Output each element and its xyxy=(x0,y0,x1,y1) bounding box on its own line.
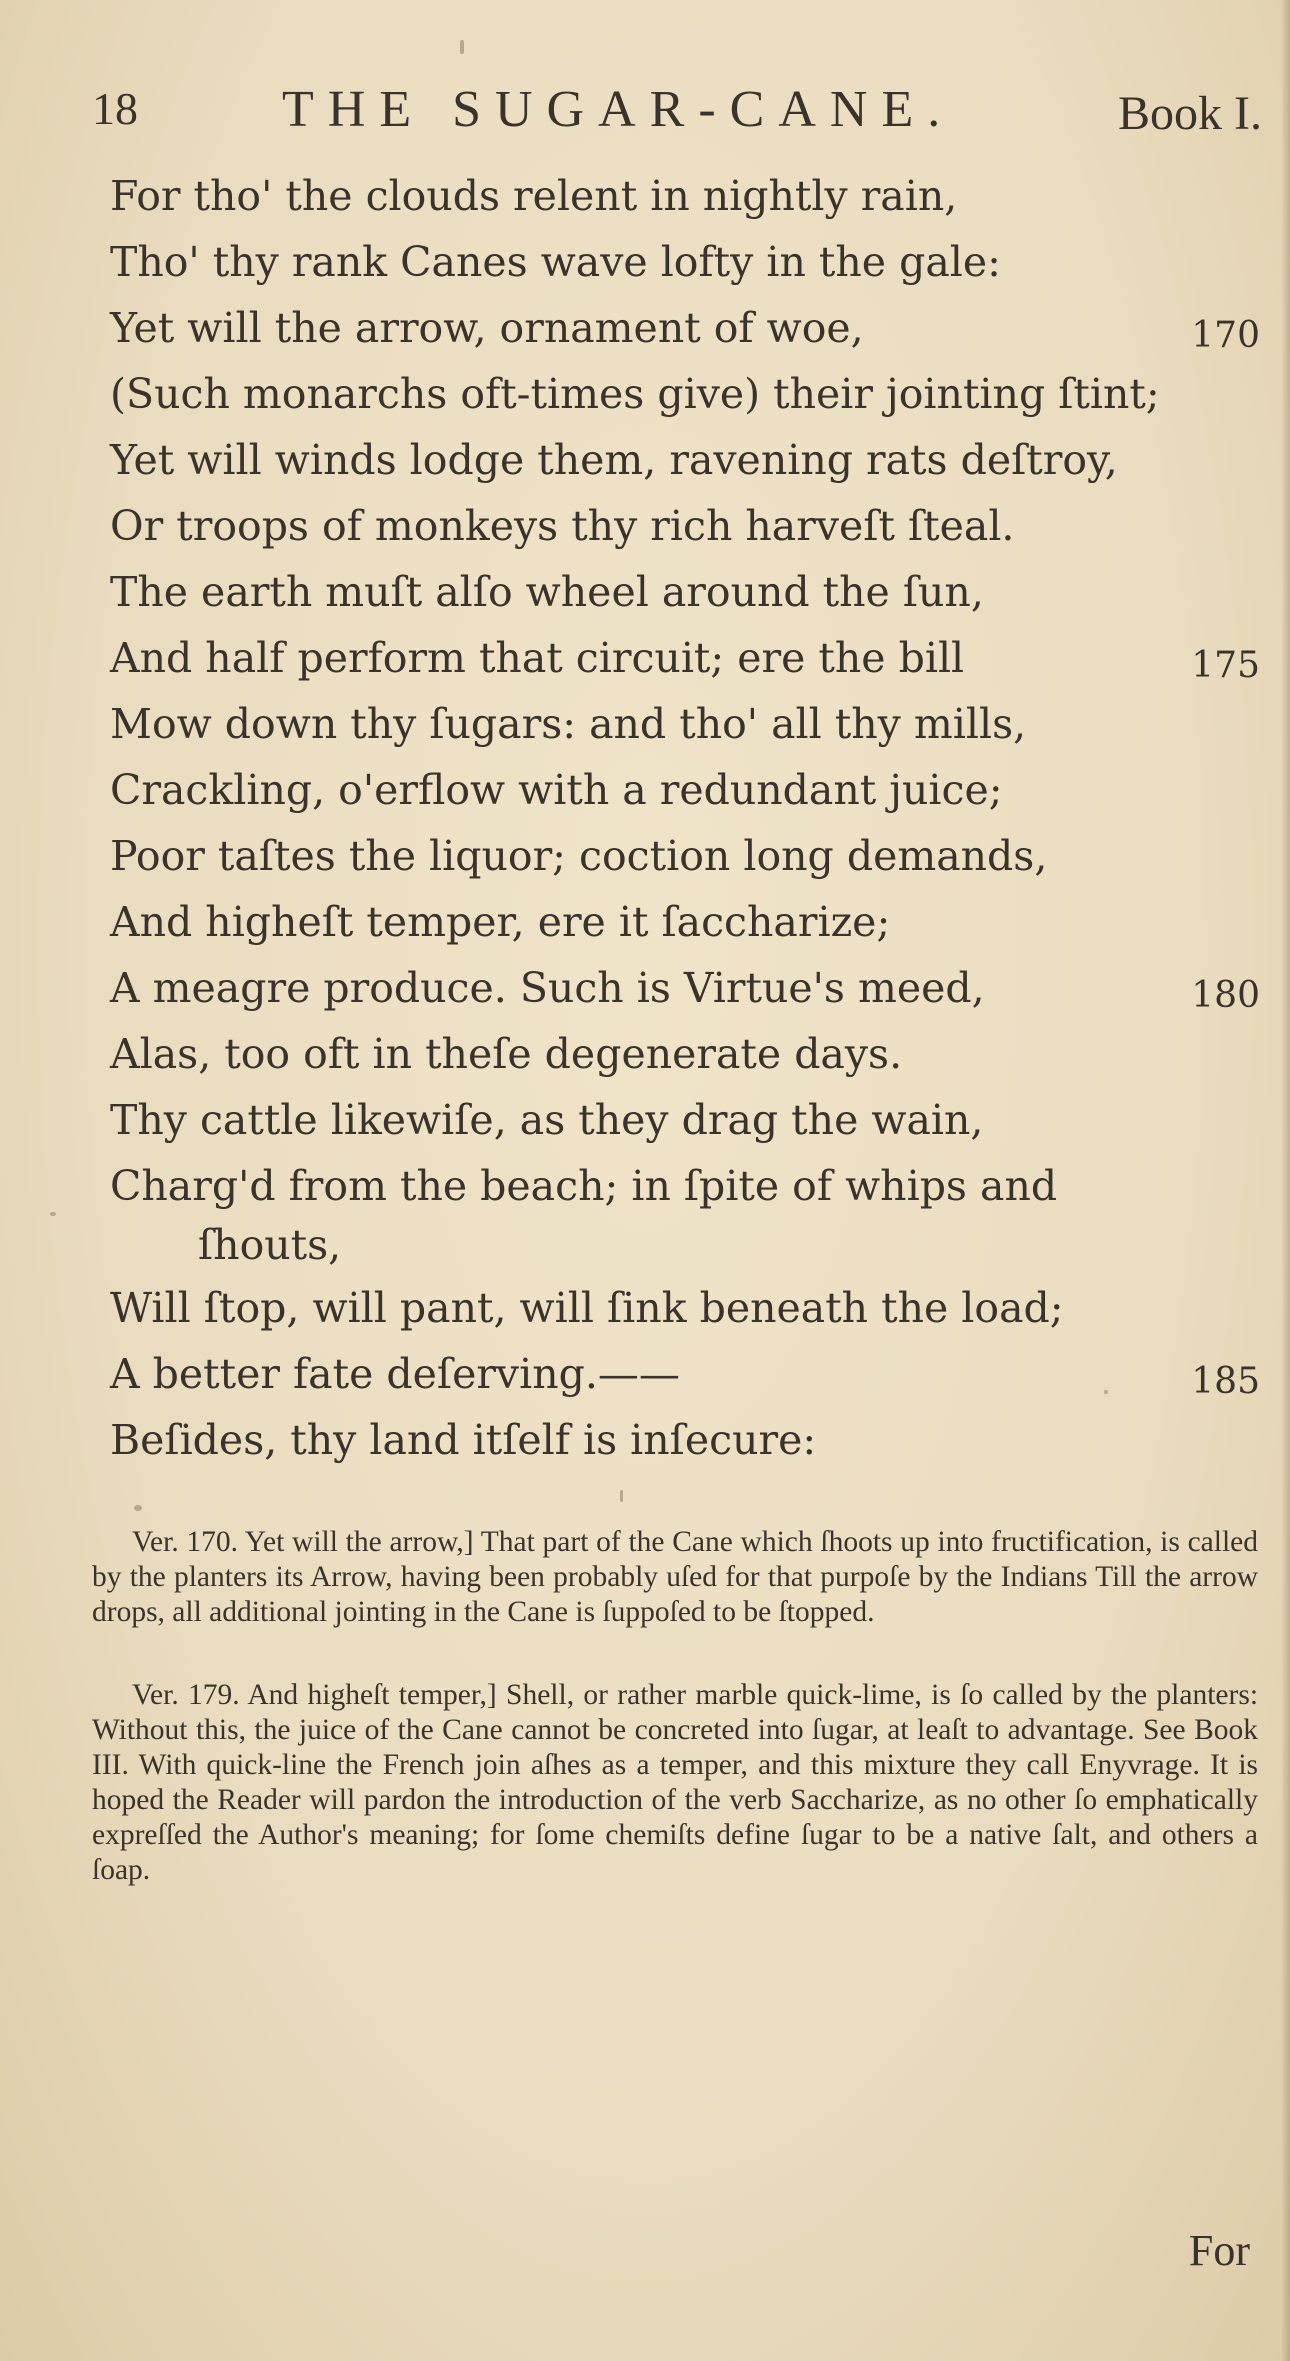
paper-speck xyxy=(460,40,464,54)
verse-text: Mow down thy ſugars: and tho' all thy mills, xyxy=(110,700,1027,748)
verse-line xyxy=(110,955,1270,1021)
footnote-text: Shell, or rather marble quick-lime, is ſo called by the planters: Without this, the juice of the Cane cannot be concreted into ſugar, at leaſt to advantage. See Book III. With quick-line the French join aſhes as a temper, and this mixture they call Enyvrage. It is hoped the Reader will pardon the introduction of the verb Saccharize, as no other ſo emphatically expreſſed the Author's meaning; for ſome chemiſts define ſugar to be a native ſalt, and others a ſoap. xyxy=(92,1679,1259,1886)
verse-line xyxy=(110,295,1270,361)
paper-speck xyxy=(50,1212,56,1216)
verse-text: And half perform that circuit; ere the bill xyxy=(110,634,965,682)
verse-line xyxy=(110,1407,1270,1473)
verse-text: Beſides, thy land itſelf is inſecure: xyxy=(110,1416,817,1464)
line-number: 175 xyxy=(1191,645,1260,686)
verse-text: Yet will winds lodge them, ravening rats deſtroy, xyxy=(110,436,1118,484)
verse-text: Or troops of monkeys thy rich harveſt ſteal. xyxy=(110,502,1015,550)
verse-line xyxy=(110,823,1270,889)
footnotes xyxy=(92,1525,1258,1936)
verse-line xyxy=(110,163,1270,229)
verse-text: Tho' thy rank Canes wave lofty in the gale: xyxy=(110,238,1001,286)
verse-line xyxy=(110,493,1270,559)
paper-speck xyxy=(134,1505,142,1511)
footnote xyxy=(92,1525,1258,1630)
footnote xyxy=(92,1678,1258,1888)
paper-speck xyxy=(620,1490,623,1502)
verse-text: ſhouts, xyxy=(198,1221,342,1269)
verse-line xyxy=(110,559,1270,625)
catchword: For xyxy=(1188,2226,1250,2275)
verse-text: And higheſt temper, ere it ſaccharize; xyxy=(110,898,891,946)
verse-line xyxy=(110,625,1270,691)
verse-text: Thy cattle likewiſe, as they drag the wain, xyxy=(110,1096,984,1144)
verse-text: Poor taſtes the liquor; coction long demands, xyxy=(110,832,1048,880)
verse-line xyxy=(110,1341,1270,1407)
verse-text: Will ſtop, will pant, will ſink beneath the load; xyxy=(110,1284,1064,1332)
verse-line xyxy=(110,229,1270,295)
verse-line-continuation xyxy=(110,1219,1270,1275)
book-label: Book I. xyxy=(1118,87,1262,140)
line-number: 185 xyxy=(1191,1361,1260,1402)
line-number: 170 xyxy=(1191,315,1260,356)
verse-line xyxy=(110,1275,1270,1341)
footnote-reference: Ver. 170. Yet will the arrow,] xyxy=(132,1526,474,1558)
verse-text: A better fate deſerving.—— xyxy=(110,1350,680,1398)
verse-text: Crackling, o'erflow with a redundant juice; xyxy=(110,766,1003,814)
page-edge-shadow xyxy=(1282,0,1290,2361)
verse-line xyxy=(110,1153,1270,1219)
verse-line xyxy=(110,1087,1270,1153)
verse-text: A meagre produce. Such is Virtue's meed, xyxy=(110,964,985,1012)
footnote-text: That part of the Cane which ſhoots up into fructification, is called by the planters its Arrow, having been probably uſed for that purpoſe by the Indians Till the arrow drops, all additional jointing in the Cane is ſuppoſed to be ſtopped. xyxy=(92,1526,1259,1628)
verse-text: (Such monarchs oft-times give) their jointing ſtint; xyxy=(110,370,1160,418)
running-title: THE SUGAR-CANE. xyxy=(282,81,955,138)
paper-speck xyxy=(1104,1390,1108,1394)
line-number: 180 xyxy=(1191,975,1260,1016)
verse-line xyxy=(110,691,1270,757)
verse-line xyxy=(110,757,1270,823)
page-header xyxy=(0,70,1290,160)
verse-line xyxy=(110,361,1270,427)
footnote-reference: Ver. 179. And higheſt temper,] xyxy=(132,1679,497,1711)
verse-text: Yet will the arrow, ornament of woe, xyxy=(110,304,864,352)
page-number: 18 xyxy=(92,83,138,134)
verse-line xyxy=(110,1021,1270,1087)
verse-text: For tho' the clouds relent in nightly rain, xyxy=(110,172,958,220)
verse-text: Charg'd from the beach; in ſpite of whips and xyxy=(110,1162,1058,1210)
poem-body xyxy=(110,163,1270,1473)
verse-text: The earth muſt alſo wheel around the ſun, xyxy=(110,568,984,616)
verse-text: Alas, too oft in theſe degenerate days. xyxy=(110,1030,903,1078)
verse-line xyxy=(110,889,1270,955)
verse-line xyxy=(110,427,1270,493)
